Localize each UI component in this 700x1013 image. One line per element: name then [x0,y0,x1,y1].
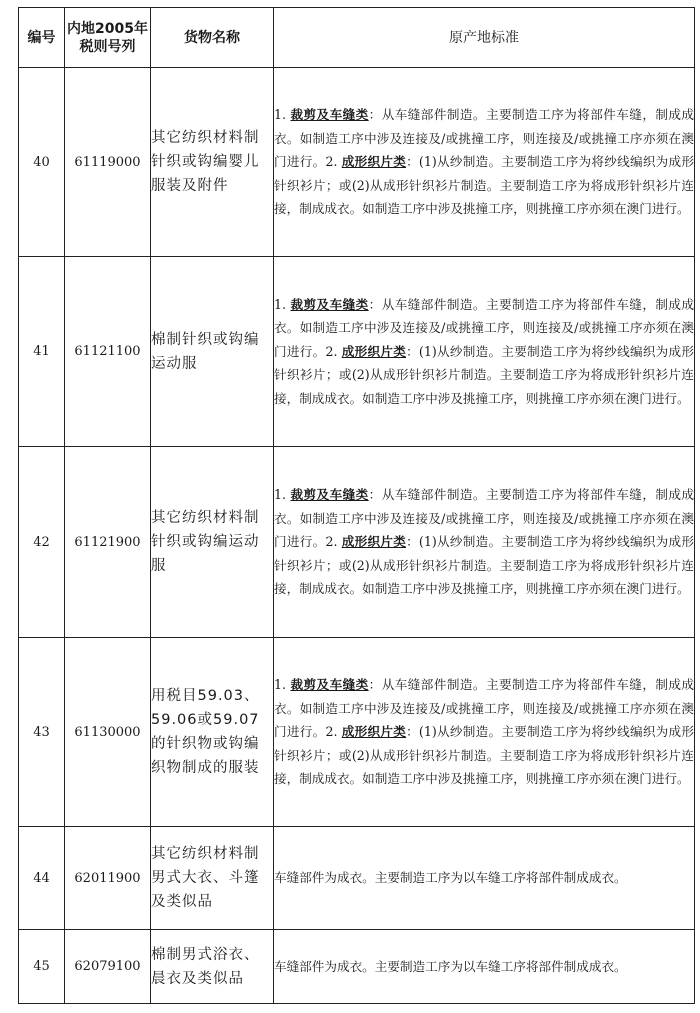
rule-keyword: 成形织片类 [341,343,407,359]
tariff-code: 61121900 [65,447,151,638]
goods-name: 其它纺织材料制针织或钩编婴儿服装及附件 [151,68,274,257]
header-goods-name: 货物名称 [151,8,274,68]
rule-item-number: 2. [325,154,342,170]
origin-rule [274,257,695,447]
rule-item-number: 2. [325,534,342,550]
rule-text: ：(1)从纱制造。主要制造工序为将纱线编织为成形针织衫片；或(2)从成形针织衫片制造。主要制造工序为将成形针织衫片连接，制成成衣。如制造工序中涉及挑撞工序，则挑撞工序亦须在澳门进行。 [274,343,695,406]
header-tariff-code [65,8,151,68]
table-row [19,447,695,638]
row-number: 44 [19,827,65,930]
rule-keyword: 成形织片类 [341,154,407,170]
table-row [19,827,695,930]
row-number: 43 [19,638,65,827]
row-number: 40 [19,68,65,257]
table-row [19,930,695,1004]
row-number: 42 [19,447,65,638]
rule-text: ：(1)从纱制造。主要制造工序为将纱线编织为成形针织衫片；或(2)从成形针织衫片制造。主要制造工序为将成形针织衫片连接，制成成衣。如制造工序中涉及挑撞工序，则挑撞工序亦须在澳门进行。 [274,534,695,597]
rule-item-number: 1. [274,677,291,693]
origin-rule: 车缝部件为成衣。主要制造工序为以车缝工序将部件制成成衣。 [274,827,695,930]
row-number: 45 [19,930,65,1004]
header-row [19,8,695,68]
rule-text: ：从车缝部件制造。主要制造工序为将部件车缝，制成成衣。如制造工序中涉及连接及/或挑撞工序，则连接及/或挑撞工序亦须在澳门进行。 [274,107,694,170]
origin-standards-table [18,7,695,1004]
origin-rule [274,68,695,257]
tariff-code: 62079100 [65,930,151,1004]
rule-item-number: 2. [325,343,342,359]
rule-item-number: 2. [325,724,342,740]
table-row [19,68,695,257]
rule-keyword: 成形织片类 [341,534,407,550]
goods-name: 其它纺织材料制男式大衣、斗篷及类似品 [151,827,274,930]
rule-text: ：(1)从纱制造。主要制造工序为将纱线编织为成形针织衫片；或(2)从成形针织衫片制造。主要制造工序为将成形针织衫片连接，制成成衣。如制造工序中涉及挑撞工序，则挑撞工序亦须在澳门进行。 [274,724,695,787]
header-code-line1: 内地2005年 [67,20,148,37]
table-row [19,638,695,827]
rule-keyword: 裁剪及车缝类 [290,296,369,312]
tariff-code: 61121100 [65,257,151,447]
rule-text: ：从车缝部件制造。主要制造工序为将部件车缝，制成成衣。如制造工序中涉及连接及/或挑撞工序，则连接及/或挑撞工序亦须在澳门进行。 [274,296,694,359]
header-code-line2: 税则号列 [79,38,136,55]
tariff-code: 61130000 [65,638,151,827]
tariff-code: 62011900 [65,827,151,930]
origin-rule [274,447,695,638]
rule-keyword: 成形织片类 [341,724,407,740]
rule-item-number: 1. [274,296,291,312]
rule-text: ：从车缝部件制造。主要制造工序为将部件车缝，制成成衣。如制造工序中涉及连接及/或挑撞工序，则连接及/或挑撞工序亦须在澳门进行。 [274,677,694,740]
tariff-code: 61119000 [65,68,151,257]
rule-item-number: 1. [274,107,291,123]
rule-keyword: 裁剪及车缝类 [290,677,369,693]
goods-name: 用税目59.03、59.06或59.07的针织物或钩编织物制成的服装 [151,638,274,827]
rule-text: ：从车缝部件制造。主要制造工序为将部件车缝，制成成衣。如制造工序中涉及连接及/或挑撞工序，则连接及/或挑撞工序亦须在澳门进行。 [274,487,694,550]
header-origin-standard: 原产地标准 [274,8,695,68]
goods-name: 其它纺织材料制针织或钩编运动服 [151,447,274,638]
goods-name: 棉制男式浴衣、晨衣及类似品 [151,930,274,1004]
goods-name: 棉制针织或钩编运动服 [151,257,274,447]
origin-rule [274,638,695,827]
rule-text: ：(1)从纱制造。主要制造工序为将纱线编织为成形针织衫片；或(2)从成形针织衫片制造。主要制造工序为将成形针织衫片连接，制成成衣。如制造工序中涉及挑撞工序，则挑撞工序亦须在澳门进行。 [274,154,695,217]
rule-keyword: 裁剪及车缝类 [290,487,369,503]
origin-rule: 车缝部件为成衣。主要制造工序为以车缝工序将部件制成成衣。 [274,930,695,1004]
header-no: 编号 [19,8,65,68]
rule-keyword: 裁剪及车缝类 [290,107,369,123]
table-row [19,257,695,447]
row-number: 41 [19,257,65,447]
rule-item-number: 1. [274,487,291,503]
